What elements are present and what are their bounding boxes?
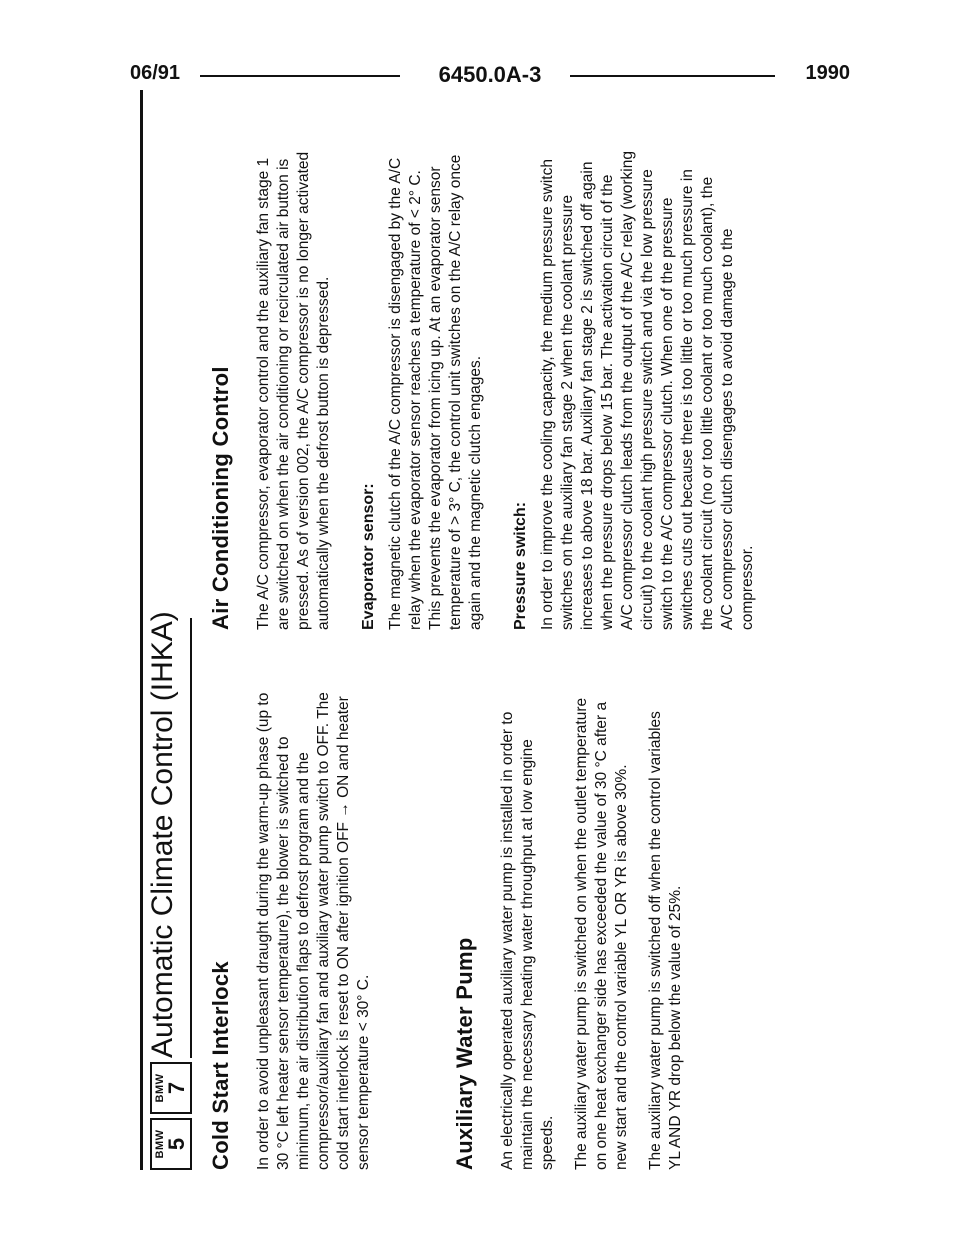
ac-control-paragraph: The A/C compressor, evaporator control and the auxiliary fan stage 1 are switched on when the air conditioning or recirculated air button is pressed. As of version 002, the A/C compressor is no longer activated automatically when the defrost button is depressed. bbox=[255, 151, 332, 630]
bmw-logo-5: BMW 5 bbox=[150, 1118, 192, 1170]
water-pump-paragraph-2: The auxiliary water pump is switched on when the outlet temperature on one heat exchanger side has exceeded the value of 30 °C after a new start and the control variable YL OR YR is above 30%. bbox=[573, 697, 630, 1170]
document-title: Automatic Climate Control (IHKA) bbox=[146, 611, 179, 1058]
pressure-switch-heading: Pressure switch: bbox=[512, 501, 529, 630]
water-pump-heading: Auxiliary Water Pump bbox=[452, 937, 477, 1170]
title-underline bbox=[190, 618, 192, 1058]
water-pump-paragraph-3: The auxiliary water pump is switched off when the control variables YL AND YR drop below the value of 25%. bbox=[647, 711, 684, 1170]
rotated-page-content bbox=[146, 110, 850, 1170]
model-logos bbox=[150, 1062, 192, 1170]
header-rule-left bbox=[200, 75, 400, 77]
ac-control-heading: Air Conditioning Control bbox=[208, 366, 233, 630]
cold-start-paragraph: In order to avoid unpleasant draught during the warm-up phase (up to 30 °C left heater sensor temperature), the blower is switched to minimum, the air distribution flaps to defrost program and the compressor/auxiliary fan and auxiliary water pump switch to OFF. The cold start interlock is reset to ON after ignition OFF → ON and heater sensor temperature < 30° C. bbox=[255, 692, 372, 1170]
right-column bbox=[208, 150, 772, 630]
cold-start-heading: Cold Start Interlock bbox=[208, 961, 233, 1170]
page-header bbox=[130, 62, 850, 92]
header-doc-number: 6450.0A-3 bbox=[438, 62, 542, 87]
header-date: 06/91 bbox=[130, 62, 181, 84]
bmw-logo-7: BMW 7 bbox=[150, 1062, 192, 1114]
left-column bbox=[208, 690, 700, 1170]
pressure-switch-paragraph: In order to improve the cooling capacity, the medium pressure switch switches on the auxiliary fan stage 2 when the coolant pressure increases to above 18 bar. Auxiliary fan stage 2 is switched off again when the pressure drops below 15 bar. The activation circuit of the A/C compressor clutch leads from the output of the A/C relay (working circuit) to the coolant high pressure switch and via the low pressure switch to the A/C compressor clutch. When one of the pressure switches cuts out because there is too little or too much pressure in the coolant circuit (no or too little coolant or too much coolant), the A/C compressor clutch disengages to avoid damage to the compressor. bbox=[539, 151, 756, 630]
evaporator-sensor-paragraph: The magnetic clutch of the A/C compressor is disengaged by the A/C relay when the evaporator sensor reaches a temperature of < 2° C. This prevents the evaporator from icing up. At an evaporator sensor temperature of > 3° C, the control unit switches on the A/C relay once again and the magnetic clutch engages. bbox=[387, 154, 484, 630]
header-year: 1990 bbox=[805, 62, 850, 84]
margin-rule bbox=[140, 90, 143, 1170]
water-pump-paragraph-1: An electrically operated auxiliary water pump is installed in order to maintain the necessary heating water throughput at low engine speeds. bbox=[499, 711, 556, 1170]
evaporator-sensor-heading: Evaporator sensor: bbox=[360, 483, 377, 630]
header-rule-right bbox=[570, 75, 775, 77]
